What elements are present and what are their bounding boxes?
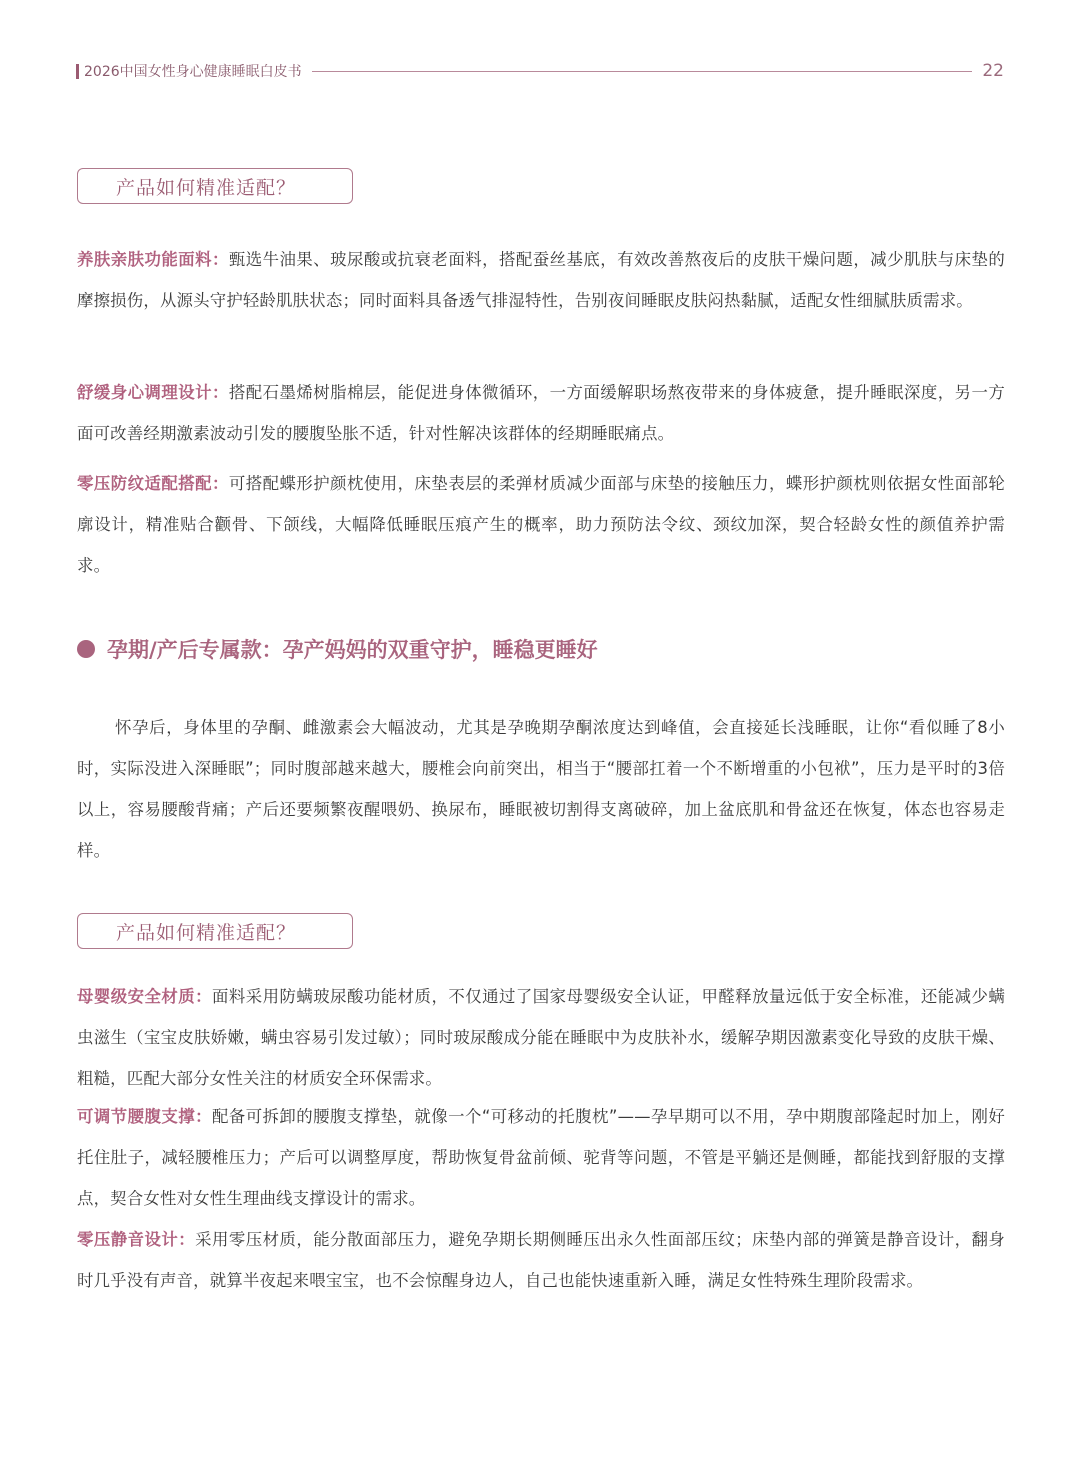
paragraph-lumbar-support [77,1096,1005,1219]
header-rule [312,71,973,72]
paragraph-text: 甄选牛油果、玻尿酸或抗衰老面料，搭配蚕丝基底，有效改善熬夜后的皮肤干燥问题，减少肌肤与床垫的摩擦损伤，从源头守护轻龄肌肤状态；同时面料具备透气排湿特性，告别夜间睡眠皮肤闷热黏腻，适配女性细腻肤质需求。 [77,250,1005,310]
paragraph-safe-material [77,976,1005,1099]
paragraph-text: 采用零压材质，能分散面部压力，避免孕期长期侧睡压出永久性面部压纹；床垫内部的弹簧是静音设计，翻身时几乎没有声音，就算半夜起来喂宝宝，也不会惊醒身边人，自己也能快速重新入睡，满足女性特殊生理阶段需求。 [77,1230,1005,1290]
paragraph-text: 可搭配蝶形护颜枕使用，床垫表层的柔弹材质减少面部与床垫的接触压力，蝶形护颜枕则依据女性面部轮廓设计，精准贴合颧骨、下颌线，大幅降低睡眠压痕产生的概率，助力预防法令纹、颈纹加深，契合轻龄女性的颜值养护需求。 [77,474,1005,575]
paragraph-anti-wrinkle [77,463,1005,586]
section-title: 孕期/产后专属款：孕产妈妈的双重守护，睡稳更睡好 [107,638,598,662]
paragraph-text: 配备可拆卸的腰腹支撑垫，就像一个“可移动的托腹枕”——孕早期可以不用，孕中期腹部隆起时加上，刚好托住肚子，减轻腰椎压力；产后可以调整厚度，帮助恢复骨盆前倾、驼背等问题，不管是平躺还是侧睡，都能找到舒服的支撑点，契合女性对女性生理曲线支撑设计的需求。 [77,1107,1005,1208]
paragraph-lead: 可调节腰腹支撑： [77,1107,212,1126]
paragraph-lead: 零压静音设计： [77,1230,196,1249]
paragraph-silent-design [77,1219,1005,1301]
page-number: 22 [982,61,1004,81]
section-tag-box: 产品如何精准适配？ [77,168,353,204]
paragraph-text: 面料采用防螨玻尿酸功能材质，不仅通过了国家母婴级安全认证，甲醛释放量远低于安全标准，还能减少螨虫滋生（宝宝皮肤娇嫩，螨虫容易引发过敏）；同时玻尿酸成分能在睡眠中为皮肤补水，缓解孕期因激素变化导致的皮肤干燥、粗糙，匹配大部分女性关注的材质安全环保需求。 [77,987,1005,1088]
header-accent-bar [76,64,79,79]
section-tag-box: 产品如何精准适配？ [77,913,353,949]
section-intro-paragraph: 怀孕后，身体里的孕酮、雌激素会大幅波动，尤其是孕晚期孕酮浓度达到峰值，会直接延长浅睡眠，让你“看似睡了8小时，实际没进入深睡眠”；同时腹部越来越大，腰椎会向前突出，相当于“腰部扛着一个不断增重的小包袱”，压力是平时的3倍以上，容易腰酸背痛；产后还要频繁夜醒喂奶、换尿布，睡眠被切割得支离破碎，加上盆底肌和骨盆还在恢复，体态也容易走样。 [77,718,1005,860]
paragraph-lead: 舒缓身心调理设计： [77,383,229,402]
paragraph-lead: 母婴级安全材质： [77,987,213,1006]
bullet-dot-icon [77,640,95,658]
paragraph-skin-fabric [77,239,1005,321]
section-heading [77,632,598,666]
document-title: 2026中国女性身心健康睡眠白皮书 [84,64,302,80]
paragraph-text: 搭配石墨烯树脂棉层，能促进身体微循环，一方面缓解职场熬夜带来的身体疲惫，提升睡眠深度，另一方面可改善经期激素波动引发的腰腹坠胀不适，针对性解决该群体的经期睡眠痛点。 [77,383,1005,443]
page-header [76,58,1004,84]
paragraph-lead: 零压防纹适配搭配： [77,474,229,493]
paragraph-lead: 养肤亲肤功能面料： [77,250,229,269]
paragraph-body-relief [77,372,1005,454]
